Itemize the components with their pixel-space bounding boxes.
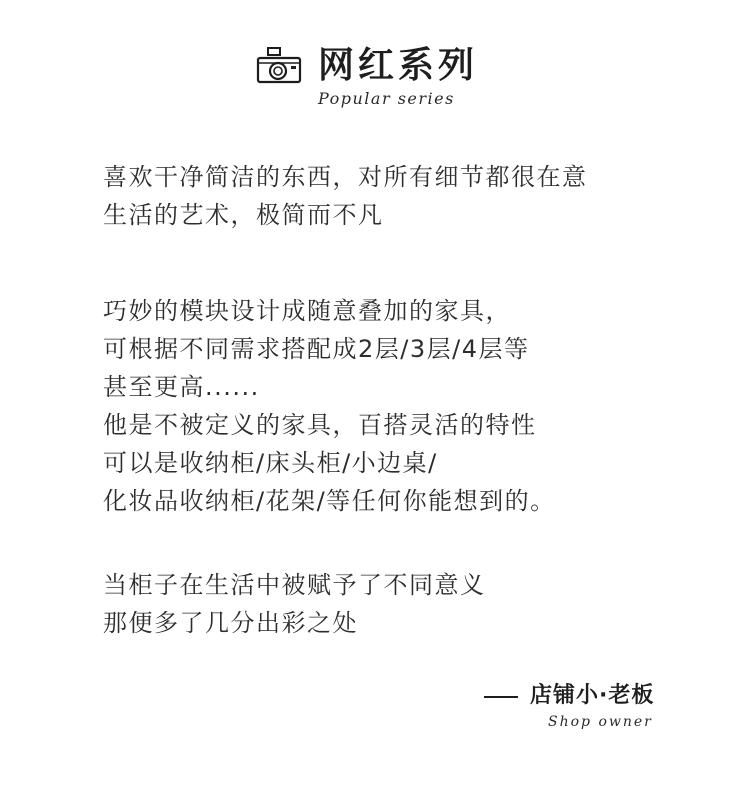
text-line: 他是不被定义的家具，百搭灵活的特性 xyxy=(103,411,537,439)
page-title: 网红系列 xyxy=(318,45,479,86)
text-line: 化妆品收纳柜/花架/等任何你能想到的。 xyxy=(103,487,556,515)
page-subtitle: Popular series xyxy=(318,89,455,108)
paragraph-gap xyxy=(103,520,703,558)
paragraph xyxy=(103,158,703,234)
body-text xyxy=(103,158,703,642)
paragraph-gap xyxy=(103,234,703,272)
paragraph xyxy=(103,292,703,520)
paragraph xyxy=(103,566,703,642)
paragraph-gap xyxy=(103,558,703,566)
text-line: 喜欢干净简洁的东西，对所有细节都很在意 xyxy=(103,163,588,191)
camera-icon xyxy=(256,44,302,86)
signature-name: 店铺小·老板 xyxy=(530,683,655,708)
paragraph-gap xyxy=(103,272,703,292)
signature xyxy=(484,678,714,738)
text-line: 可以是收纳柜/床头柜/小边桌/ xyxy=(103,449,438,477)
header xyxy=(0,38,750,118)
text-line: 那便多了几分出彩之处 xyxy=(103,609,358,637)
text-line: 甚至更高...... xyxy=(103,373,260,401)
text-line: 可根据不同需求搭配成2层/3层/4层等 xyxy=(103,335,530,363)
signature-english: Shop owner xyxy=(548,714,653,730)
signature-dash xyxy=(484,696,518,698)
text-line: 当柜子在生活中被赋予了不同意义 xyxy=(103,571,486,599)
text-line: 生活的艺术，极简而不凡 xyxy=(103,201,384,229)
text-line: 巧妙的模块设计成随意叠加的家具， xyxy=(103,297,511,325)
